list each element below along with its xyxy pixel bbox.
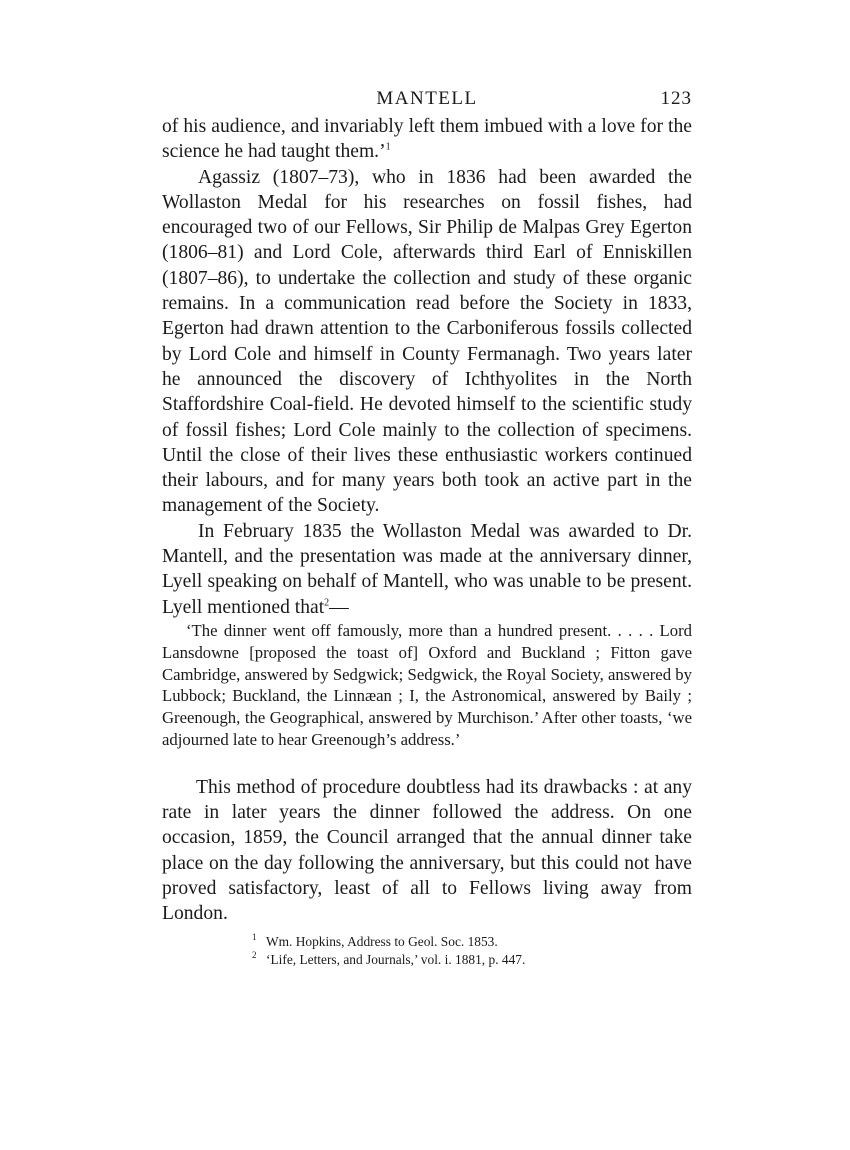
footnote-ref: 1 [385,141,391,153]
paragraph-agassiz: Agassiz (1807–73), who in 1836 had been awarded the Wollaston Medal for his researches on fossil fishes, had encouraged two of our Fellows, Sir Philip de Malpas Grey Egerton (1806–81) and Lord Cole, afterwards third Earl of Enniskillen (1807–86), to undertake the collection and study of these organic remains. In a communication read before the Society in 1833, Egerton had drawn attention to the Carboniferous fossils collected by Lord Cole and himself in County Fermanagh. Two years later he announced the discovery of Ichthyolites in the North Staffordshire Coal-field. He devoted himself to the scientific study of fossil fishes; Lord Cole mainly to the collection of specimens. Until the close of their lives these enthusiastic workers continued their labours, and for many years both took an active part in the management of the Society. [162,166,692,517]
footnotes [252,933,692,969]
body-text [162,114,692,927]
footnote-2: 2 ‘Life, Letters, and Journals,’ vol. i. 1881, p. 447. [252,950,526,967]
paragraph-text: In February 1835 the Wollaston Medal was awarded to Dr. Mantell, and the presentation was made at the anniversary dinner, Lyell speaking on behalf of Mantell, who was unable to be present. Lyell mentioned that [162,520,692,618]
block-quote: ‘The dinner went off famously, more than a hundred present. . . . . Lord Lansdowne [proposed the toast of] Oxford and Buckland ; Fitton gave Cambridge, answered by Sedgwick; Sedgwick, the Royal Society, answered by Lubbock; Buckland, the Linnæan ; I, the Astronomical, answered by Baily ; Greenough, the Geographical, answered by Murchison.’ After other toasts, ‘we adjourned late to hear Greenough’s address.’ [162,620,692,749]
paragraph-continuation [162,114,692,165]
book-page [162,84,692,969]
footnote-text: ‘Life, Letters, and Journals,’ vol. i. 1881, p. 447. [266,951,526,967]
running-head: MANTELL [376,88,478,109]
paragraph-procedure: This method of procedure doubtless had its drawbacks : at any rate in later years the dinner followed the address. On one occasion, 1859, the Council arranged that the annual dinner take place on the day following the anniversary, but this could not have proved satisfactory, least of all to Fellows living away from London. [162,776,692,925]
footnote-1: 1 Wm. Hopkins, Address to Geol. Soc. 1853. [252,932,498,949]
paragraph-text: of his audience, and invariably left them imbued with a love for the science he had taught them.’ [162,116,692,163]
footnote-ref: 2 [324,597,330,609]
footnote-text: Wm. Hopkins, Address to Geol. Soc. 1853. [266,933,498,949]
em-dash: — [329,596,349,618]
page-header [162,84,692,114]
paragraph-wollaston-medal [162,519,692,620]
page-number: 123 [660,88,692,109]
